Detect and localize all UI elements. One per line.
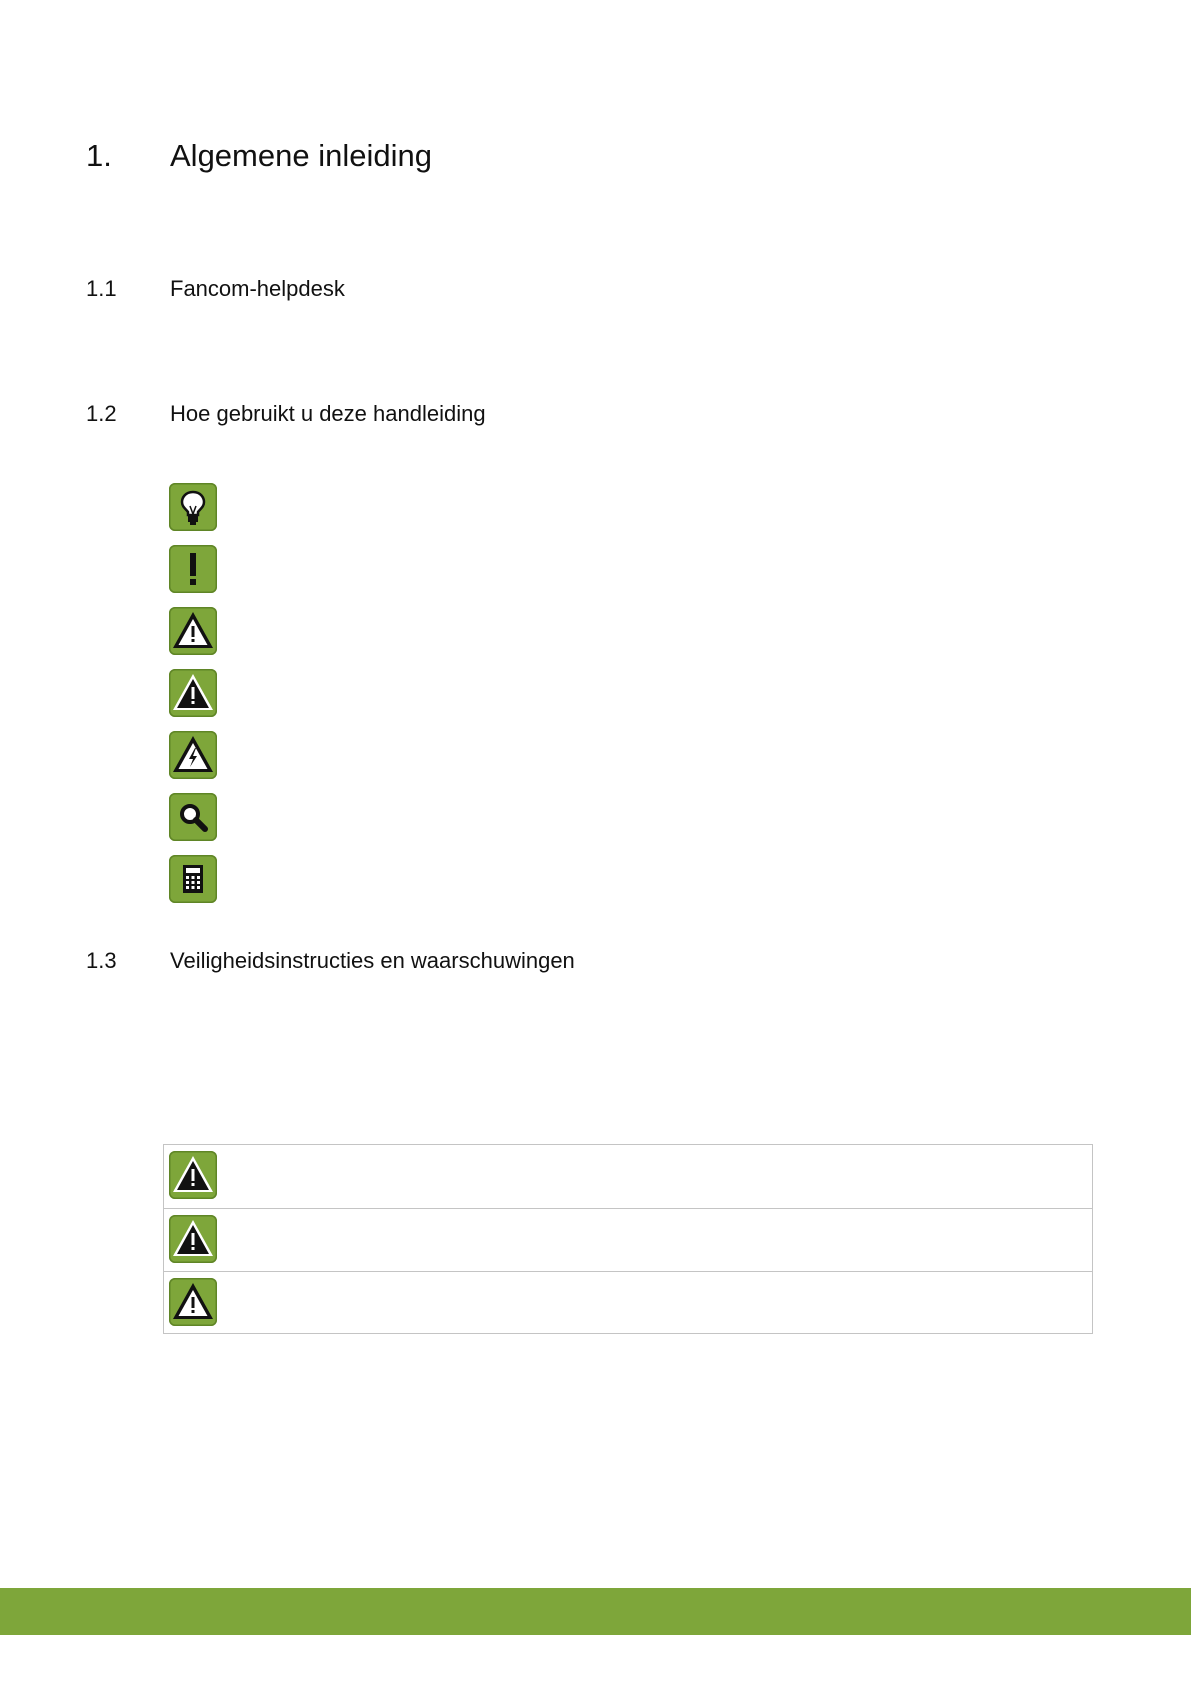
- lightbulb-icon: [169, 483, 217, 531]
- warning-solid-icon: [169, 669, 217, 717]
- table-row: [164, 1208, 1092, 1271]
- warning-solid-icon: [169, 1215, 217, 1263]
- exclamation-icon: [169, 545, 217, 593]
- footer-accent-bar: [0, 1588, 1191, 1635]
- section-title: Fancom-helpdesk: [170, 276, 345, 301]
- chapter-number: 1.: [86, 138, 112, 173]
- electrical-hazard-icon: [169, 731, 217, 779]
- section-number: 1.1: [86, 276, 117, 301]
- warning-solid-icon: [169, 1151, 217, 1199]
- section-title: Veiligheidsinstructies en waarschuwingen: [170, 948, 575, 973]
- section-title: Hoe gebruikt u deze handleiding: [170, 401, 486, 426]
- chapter-title: Algemene inleiding: [170, 138, 432, 173]
- section-number: 1.3: [86, 948, 117, 973]
- section-heading-1-3: [86, 948, 886, 982]
- calculator-icon: [169, 855, 217, 903]
- warning-outline-icon: [169, 1278, 217, 1326]
- chapter-heading: [86, 138, 686, 188]
- magnifier-icon: [169, 793, 217, 841]
- section-number: 1.2: [86, 401, 117, 426]
- table-row: [164, 1145, 1092, 1208]
- warnings-table: [163, 1144, 1093, 1334]
- table-row: [164, 1271, 1092, 1334]
- warning-outline-icon: [169, 607, 217, 655]
- section-heading-1-2: [86, 401, 786, 435]
- section-heading-1-1: [86, 276, 686, 310]
